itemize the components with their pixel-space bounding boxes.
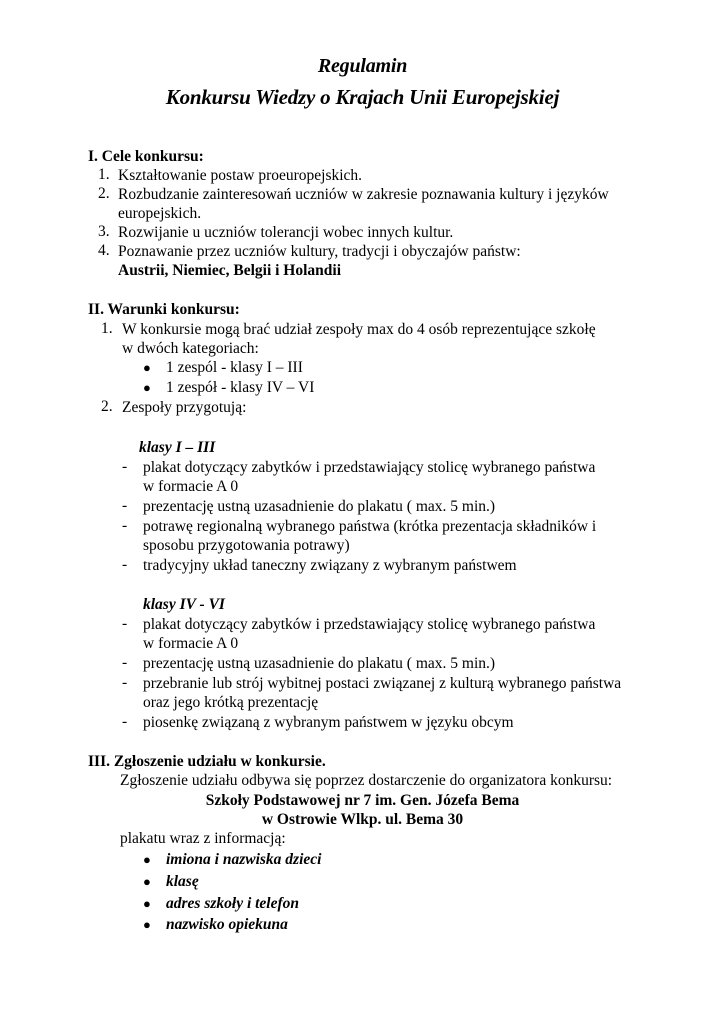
countries-list: Austrii, Niemiec, Belgii i Holandii <box>118 262 342 279</box>
dash-marker: - <box>122 713 128 730</box>
required-info-item: klasę <box>166 873 199 890</box>
item-number: 2. <box>101 398 113 415</box>
document-title: Regulamin <box>317 55 408 77</box>
section-2-heading: II. Warunki konkursu: <box>88 301 240 318</box>
bullet-icon: ● <box>143 917 151 932</box>
school-name: Szkoły Podstawowej nr 7 im. Gen. Józefa Bema <box>205 792 520 809</box>
bullet-icon: ● <box>143 896 151 911</box>
goal-item: Kształtowanie postaw proeuropejskich. <box>118 167 363 184</box>
goal-item: Poznawanie przez uczniów kultury, tradycji i obyczajów państw: <box>118 243 521 260</box>
bullet-icon: ● <box>143 360 151 375</box>
task-item: tradycyjny układ taneczny związany z wybranym państwem <box>143 557 517 574</box>
category-item: 1 zespół - klasy IV – VI <box>166 379 315 396</box>
required-info-item: nazwisko opiekuna <box>166 916 288 933</box>
task-item: potrawę regionalną wybranego państwa (krótka prezentacja składników i <box>143 518 597 535</box>
task-item-continued: oraz jego krótką prezentację <box>143 694 319 711</box>
document-subtitle: Konkursu Wiedzy o Krajach Unii Europejskiej <box>165 85 560 109</box>
task-item: plakat dotyczący zabytków i przedstawiający stolicę wybranego państwa <box>143 459 596 476</box>
bullet-icon: ● <box>143 380 151 395</box>
category-heading: klasy I – III <box>139 439 216 456</box>
task-item-continued: sposobu przygotowania potrawy) <box>143 537 350 554</box>
item-number: 4. <box>98 242 110 259</box>
item-number: 1. <box>98 166 110 183</box>
task-item: przebranie lub strój wybitnej postaci związanej z kulturą wybranego państwa <box>143 675 622 692</box>
dash-marker: - <box>122 674 128 691</box>
required-info-item: imiona i nazwiska dzieci <box>166 851 322 868</box>
dash-marker: - <box>122 517 128 534</box>
section-3-heading: III. Zgłoszenie udziału w konkursie. <box>88 753 326 770</box>
dash-marker: - <box>122 458 128 475</box>
dash-marker: - <box>122 556 128 573</box>
task-item: piosenkę związaną z wybranym państwem w języku obcym <box>143 714 514 731</box>
condition-item: W konkursie mogą brać udział zespoły max do 4 osób reprezentujące szkołę <box>122 321 596 338</box>
item-number: 2. <box>98 185 110 202</box>
section-1-heading: I. Cele konkursu: <box>88 148 204 165</box>
item-number: 3. <box>98 223 110 240</box>
bullet-icon: ● <box>143 852 151 867</box>
school-address: w Ostrowie Wlkp. ul. Bema 30 <box>261 811 464 828</box>
registration-intro: Zgłoszenie udziału odbywa się poprzez dostarczenie do organizatora konkursu: <box>120 772 613 789</box>
dash-marker: - <box>122 615 128 632</box>
dash-marker: - <box>122 654 128 671</box>
dash-marker: - <box>122 497 128 514</box>
required-info-item: adres szkoły i telefon <box>166 895 300 912</box>
task-item: plakat dotyczący zabytków i przedstawiający stolicę wybranego państwa <box>143 616 596 633</box>
task-item: prezentację ustną uzasadnienie do plakatu ( max. 5 min.) <box>143 655 496 672</box>
task-item-continued: w formacie A 0 <box>143 478 239 495</box>
category-heading: klasy IV - VI <box>143 596 225 613</box>
goal-item-continued: europejskich. <box>118 205 202 222</box>
goal-item: Rozwijanie u uczniów tolerancji wobec innych kultur. <box>118 224 454 241</box>
condition-item-continued: w dwóch kategoriach: <box>122 340 259 357</box>
task-item-continued: w formacie A 0 <box>143 635 239 652</box>
item-number: 1. <box>101 320 113 337</box>
condition-item: Zespoły przygotują: <box>122 399 247 416</box>
bullet-icon: ● <box>143 874 151 889</box>
task-item: prezentację ustną uzasadnienie do plakatu ( max. 5 min.) <box>143 498 496 515</box>
poster-info: plakatu wraz z informacją: <box>120 830 286 847</box>
category-item: 1 zespól - klasy I – III <box>166 359 303 376</box>
goal-item: Rozbudzanie zainteresowań uczniów w zakresie poznawania kultury i języków <box>118 186 609 203</box>
